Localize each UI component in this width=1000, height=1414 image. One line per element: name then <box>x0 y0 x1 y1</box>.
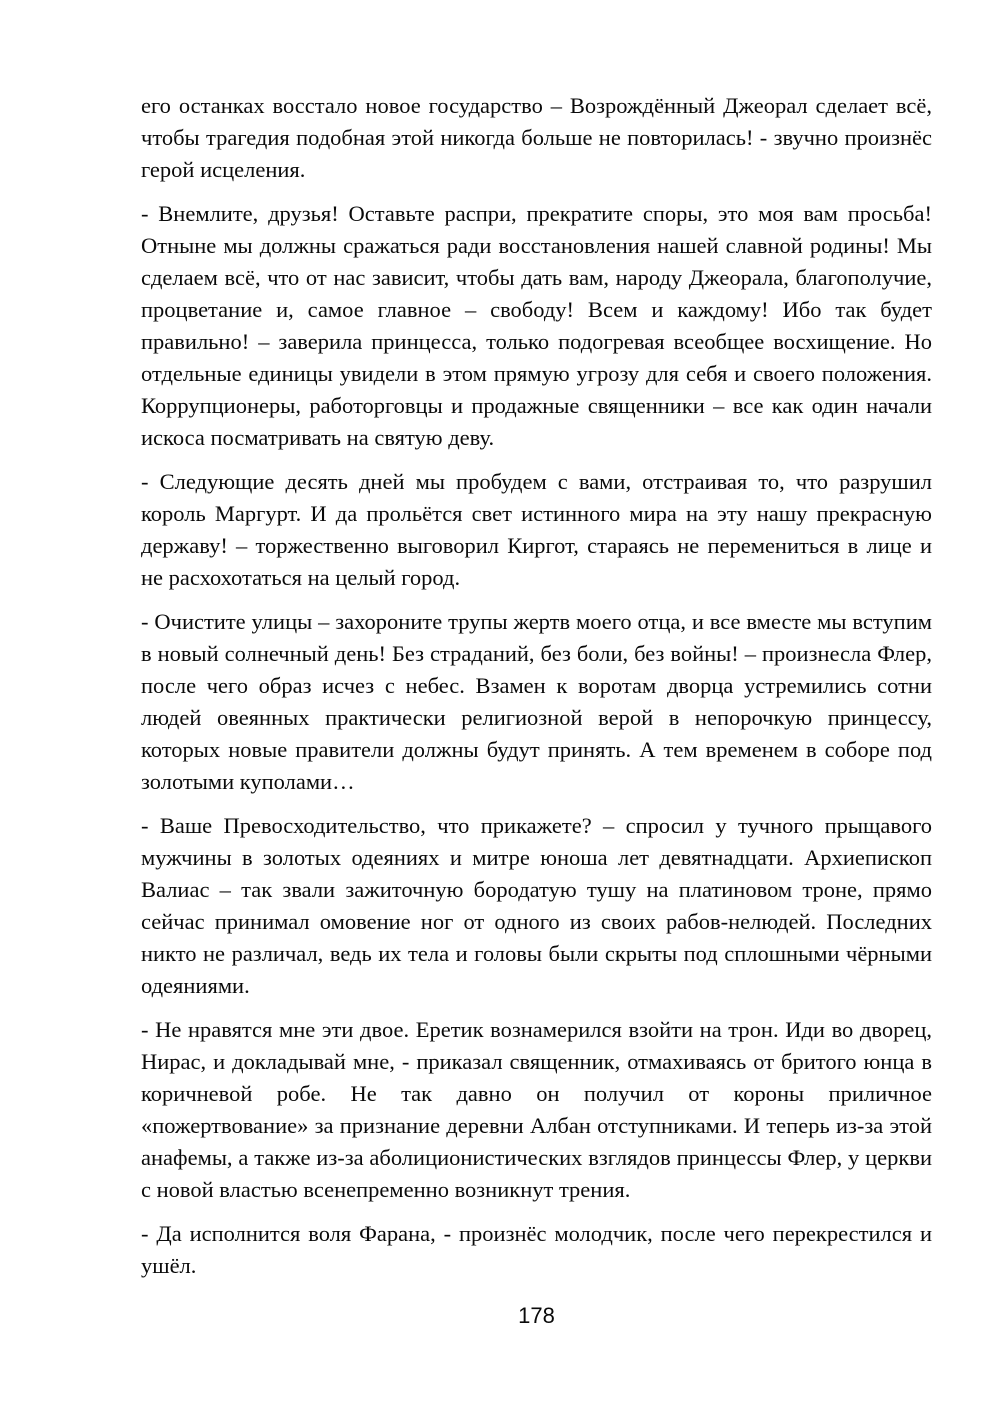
paragraph-4: - Очистите улицы – захороните трупы жертв моего отца, и все вместе мы вступим в новый солнечный день! Без страданий, без боли, без войны! – произнесла Флер, после чего образ исчез с небес. Взамен к воротам дворца устремились сотни людей овеянных практически религиозной верой в непорочкую принцессу, которых новые правители должны будут принять. А тем временем в соборе под золотыми куполами… <box>141 609 932 794</box>
paragraph-5: - Ваше Превосходительство, что прикажете? – спросил у тучного прыщавого мужчины в золотых одеяниях и митре юноша лет девятнадцати. Архиепископ Валиас – так звали зажиточную бородатую тушу на платиновом троне, прямо сейчас принимал омовение ног от одного из своих рабов-нелюдей. Последних никто не различал, ведь их тела и головы были скрыты под сплошными чёрными одеяниями. <box>141 813 932 998</box>
paragraph-7: - Да исполнится воля Фарана, - произнёс молодчик, после чего перекрестился и ушёл. <box>141 1221 932 1278</box>
paragraph-1: его останках восстало новое государство – Возрождённый Джеорал сделает всё, чтобы трагедия подобная этой никогда больше не повторилась! - звучно произнёс герой исцеления. <box>141 93 932 182</box>
page-body-text <box>141 90 932 1282</box>
paragraph-6: - Не нравятся мне эти двое. Еретик вознамерился взойти на трон. Иди во дворец, Нирас, и докладывай мне, - приказал священник, отмахиваясь от бритого юнца в коричневой робе. Не так давно он получил от короны приличное «пожертвование» за признание деревни Албан отступниками. И теперь из-за этой анафемы, а также из-за аболиционистических взглядов принцессы Флер, у церкви с новой властью всенепременно возникнут трения. <box>141 1017 932 1202</box>
paragraph-2: - Внемлите, друзья! Оставьте распри, прекратите споры, это моя вам просьба! Отныне мы должны сражаться ради восстановления нашей славной родины! Мы сделаем всё, что от нас зависит, чтобы дать вам, народу Джеорала, благополучие, процветание и, самое главное – свободу! Всем и каждому! Ибо так будет правильно! – заверила принцесса, только подогревая всеобщее восхищение. Но отдельные единицы увидели в этом прямую угрозу для себя и своего положения. Коррупционеры, работорговцы и продажные священники – все как один начали искоса посматривать на святую деву. <box>141 201 932 450</box>
paragraph-3: - Следующие десять дней мы пробудем с вами, отстраивая то, что разрушил король Маргурт. И да прольётся свет истинного мира на эту нашу прекрасную державу! – торжественно выговорил Киргот, стараясь не перемениться в лице и не расхохотаться на целый город. <box>141 469 932 590</box>
page-number: 178 <box>518 1303 555 1328</box>
